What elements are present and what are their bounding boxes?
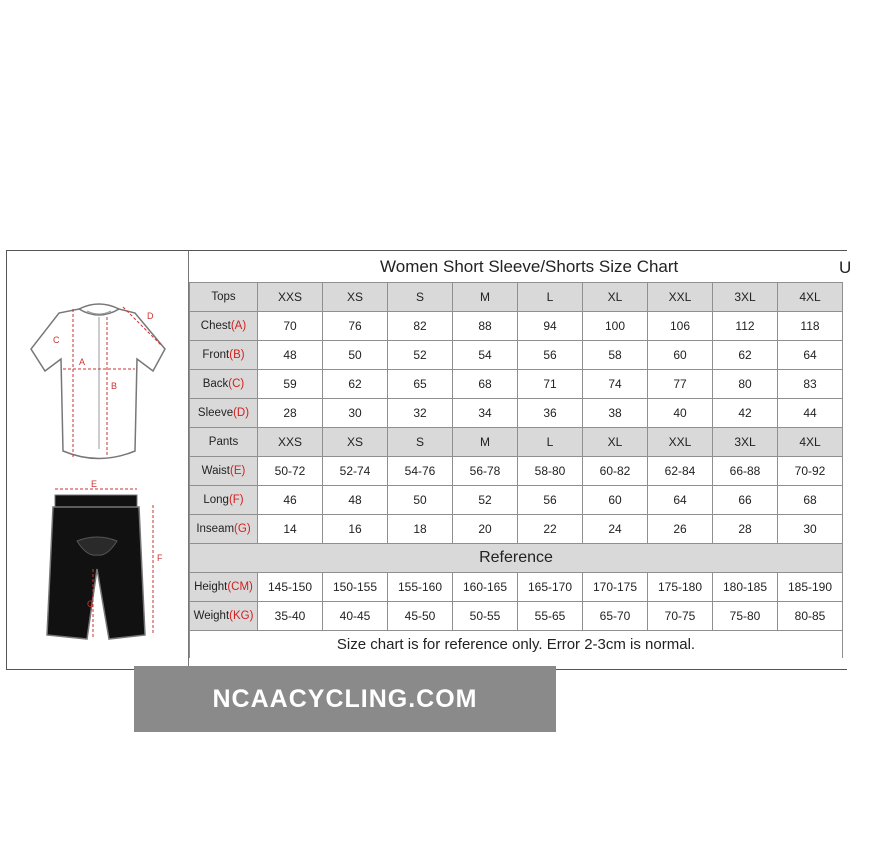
size-header-cell: S <box>388 283 453 312</box>
table-row <box>190 457 843 486</box>
value-cell: 60-82 <box>583 457 648 486</box>
measure-code: (B) <box>229 349 245 361</box>
value-cell: 88 <box>453 312 518 341</box>
value-cell: 50-72 <box>258 457 323 486</box>
value-cell: 46 <box>258 486 323 515</box>
size-header-cell: XS <box>323 428 388 457</box>
tops-header-row <box>190 283 843 312</box>
row-label <box>190 370 258 399</box>
size-header-cell: S <box>388 428 453 457</box>
value-cell: 68 <box>453 370 518 399</box>
value-cell: 160-165 <box>453 573 518 602</box>
value-cell: 64 <box>648 486 713 515</box>
size-header-cell: M <box>453 283 518 312</box>
row-label <box>190 341 258 370</box>
value-cell: 75-80 <box>713 602 778 631</box>
value-cell: 62-84 <box>648 457 713 486</box>
value-cell: 150-155 <box>323 573 388 602</box>
size-header-cell: 3XL <box>713 283 778 312</box>
measure-code: (F) <box>228 494 244 506</box>
value-cell: 50 <box>323 341 388 370</box>
value-cell: 56-78 <box>453 457 518 486</box>
value-cell: 58 <box>583 341 648 370</box>
value-cell: 70-92 <box>778 457 843 486</box>
value-cell: 70-75 <box>648 602 713 631</box>
measure-name: Waist <box>201 465 230 477</box>
value-cell: 94 <box>518 312 583 341</box>
table-row <box>190 486 843 515</box>
value-cell: 24 <box>583 515 648 544</box>
measure-name: Weight <box>193 610 230 622</box>
value-cell: 62 <box>713 341 778 370</box>
value-cell: 70 <box>258 312 323 341</box>
note-text: Size chart is for reference only. Error 2-3cm is normal. <box>190 631 843 659</box>
value-cell: 16 <box>323 515 388 544</box>
value-cell: 20 <box>453 515 518 544</box>
value-cell: 54-76 <box>388 457 453 486</box>
value-cell: 65 <box>388 370 453 399</box>
garment-diagram-svg <box>7 251 188 669</box>
jersey-drawing <box>31 304 165 459</box>
measure-code: (D) <box>233 407 250 419</box>
value-cell: 34 <box>453 399 518 428</box>
chart-title-overflow: U <box>839 258 852 277</box>
table-row <box>190 602 843 631</box>
measure-code: (KG) <box>229 610 254 622</box>
value-cell: 18 <box>388 515 453 544</box>
value-cell: 55-65 <box>518 602 583 631</box>
row-label <box>190 486 258 515</box>
value-cell: 83 <box>778 370 843 399</box>
value-cell: 80-85 <box>778 602 843 631</box>
value-cell: 54 <box>453 341 518 370</box>
size-header-cell: 3XL <box>713 428 778 457</box>
size-header-cell: XXS <box>258 428 323 457</box>
table-row <box>190 312 843 341</box>
reference-row <box>190 544 843 573</box>
value-cell: 28 <box>258 399 323 428</box>
size-header-cell: XXS <box>258 283 323 312</box>
size-header-cell: XXL <box>648 428 713 457</box>
table-row <box>190 515 843 544</box>
label-b: B <box>111 381 118 391</box>
value-cell: 50 <box>388 486 453 515</box>
value-cell: 60 <box>583 486 648 515</box>
pants-header-row <box>190 428 843 457</box>
label-c: C <box>53 335 60 345</box>
watermark-banner <box>134 666 556 732</box>
value-cell: 40 <box>648 399 713 428</box>
value-cell: 145-150 <box>258 573 323 602</box>
measure-code: (E) <box>229 465 246 477</box>
value-cell: 60 <box>648 341 713 370</box>
label-e: E <box>91 479 98 489</box>
value-cell: 64 <box>778 341 843 370</box>
measure-name: Inseam <box>196 523 235 535</box>
table-row <box>190 399 843 428</box>
value-cell: 155-160 <box>388 573 453 602</box>
reference-label: Reference <box>190 544 843 573</box>
value-cell: 28 <box>713 515 778 544</box>
value-cell: 77 <box>648 370 713 399</box>
value-cell: 52-74 <box>323 457 388 486</box>
size-header-cell: XL <box>583 283 648 312</box>
value-cell: 106 <box>648 312 713 341</box>
value-cell: 56 <box>518 486 583 515</box>
size-header-cell: 4XL <box>778 283 843 312</box>
value-cell: 65-70 <box>583 602 648 631</box>
measure-name: Long <box>203 494 229 506</box>
size-header-cell: XS <box>323 283 388 312</box>
value-cell: 170-175 <box>583 573 648 602</box>
value-cell: 58-80 <box>518 457 583 486</box>
size-chart <box>189 251 869 669</box>
value-cell: 180-185 <box>713 573 778 602</box>
chart-title <box>189 251 869 283</box>
value-cell: 56 <box>518 341 583 370</box>
measure-name: Chest <box>200 320 231 332</box>
measure-code: (G) <box>234 523 251 535</box>
value-cell: 48 <box>258 341 323 370</box>
label-d: D <box>147 311 154 321</box>
size-header-cell: M <box>453 428 518 457</box>
measure-code: (C) <box>228 378 245 390</box>
value-cell: 68 <box>778 486 843 515</box>
row-label <box>190 602 258 631</box>
size-header-cell: 4XL <box>778 428 843 457</box>
size-header-cell: XXL <box>648 283 713 312</box>
row-label <box>190 515 258 544</box>
value-cell: 66-88 <box>713 457 778 486</box>
row-label: Tops <box>190 283 258 312</box>
value-cell: 32 <box>388 399 453 428</box>
label-a: A <box>79 357 86 367</box>
value-cell: 44 <box>778 399 843 428</box>
row-label <box>190 399 258 428</box>
value-cell: 175-180 <box>648 573 713 602</box>
size-chart-frame <box>6 250 852 670</box>
size-header-cell: L <box>518 283 583 312</box>
value-cell: 66 <box>713 486 778 515</box>
value-cell: 36 <box>518 399 583 428</box>
measure-name: Back <box>202 378 229 390</box>
chart-title-text: Women Short Sleeve/Shorts Size Chart <box>380 257 679 276</box>
row-label <box>190 457 258 486</box>
value-cell: 38 <box>583 399 648 428</box>
value-cell: 42 <box>713 399 778 428</box>
measure-code: (CM) <box>227 581 253 593</box>
value-cell: 76 <box>323 312 388 341</box>
value-cell: 35-40 <box>258 602 323 631</box>
table-row <box>190 341 843 370</box>
value-cell: 45-50 <box>388 602 453 631</box>
garment-illustration <box>7 251 189 669</box>
size-header-cell: XL <box>583 428 648 457</box>
value-cell: 118 <box>778 312 843 341</box>
measure-name: Height <box>194 581 228 593</box>
measure-name: Sleeve <box>197 407 234 419</box>
value-cell: 50-55 <box>453 602 518 631</box>
value-cell: 165-170 <box>518 573 583 602</box>
value-cell: 80 <box>713 370 778 399</box>
value-cell: 48 <box>323 486 388 515</box>
label-g: G <box>87 599 95 609</box>
value-cell: 30 <box>778 515 843 544</box>
value-cell: 112 <box>713 312 778 341</box>
size-table <box>189 282 843 658</box>
value-cell: 14 <box>258 515 323 544</box>
value-cell: 22 <box>518 515 583 544</box>
measure-name: Front <box>202 349 230 361</box>
watermark-text: NCAACYCLING.COM <box>212 684 478 713</box>
value-cell: 52 <box>453 486 518 515</box>
value-cell: 74 <box>583 370 648 399</box>
size-header-cell: L <box>518 428 583 457</box>
note-row <box>190 631 843 659</box>
value-cell: 26 <box>648 515 713 544</box>
value-cell: 185-190 <box>778 573 843 602</box>
row-label: Pants <box>190 428 258 457</box>
value-cell: 100 <box>583 312 648 341</box>
table-row <box>190 573 843 602</box>
table-row <box>190 370 843 399</box>
value-cell: 52 <box>388 341 453 370</box>
value-cell: 59 <box>258 370 323 399</box>
label-f: F <box>157 553 163 563</box>
row-label <box>190 312 258 341</box>
value-cell: 71 <box>518 370 583 399</box>
value-cell: 30 <box>323 399 388 428</box>
shorts-drawing <box>47 489 153 639</box>
value-cell: 62 <box>323 370 388 399</box>
value-cell: 82 <box>388 312 453 341</box>
row-label <box>190 573 258 602</box>
measure-code: (A) <box>230 320 247 332</box>
value-cell: 40-45 <box>323 602 388 631</box>
